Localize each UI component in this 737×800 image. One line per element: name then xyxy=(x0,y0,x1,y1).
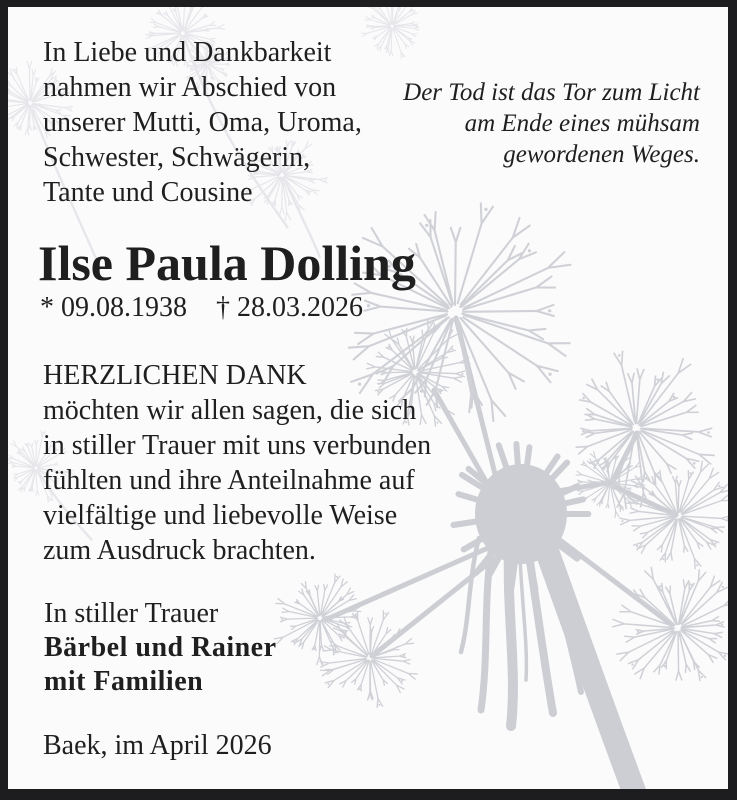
intro-line: In Liebe und Dankbarkeit xyxy=(43,37,332,68)
quote-line: am Ende eines mühsam xyxy=(464,110,700,137)
mourner-families: mit Familien xyxy=(44,666,204,697)
memorial-quote xyxy=(403,77,700,170)
thanks-line: zum Ausdruck brachten. xyxy=(43,535,316,566)
closing-text xyxy=(44,597,277,699)
intro-line: Schwester, Schwägerin, xyxy=(43,142,311,173)
thanks-line: möchten wir allen sagen, die sich xyxy=(43,395,417,426)
thanks-line: in stiller Trauer mit uns verbunden xyxy=(43,430,432,461)
intro-line: unserer Mutti, Oma, Uroma, xyxy=(43,107,362,138)
quote-line: gewordenen Weges. xyxy=(503,141,700,168)
birth-date: * 09.08.1938 xyxy=(40,292,187,323)
life-dates xyxy=(40,292,363,324)
intro-line: Tante und Cousine xyxy=(43,177,253,208)
thanks-line: fühlten und ihre Anteilnahme auf xyxy=(43,465,415,496)
death-date: † 28.03.2026 xyxy=(216,292,363,323)
mourner-names: Bärbel und Rainer xyxy=(44,632,277,663)
quote-line: Der Tod ist das Tor zum Licht xyxy=(403,79,700,106)
thanks-line: vielfältige und liebevolle Weise xyxy=(43,500,398,531)
thanks-heading: HERZLICHEN DANK xyxy=(43,360,307,391)
deceased-name: Ilse Paula Dolling xyxy=(38,235,416,291)
intro-text xyxy=(43,35,362,210)
thanks-text xyxy=(43,358,431,568)
closing-intro: In stiller Trauer xyxy=(44,598,219,629)
place-and-date: Baek, im April 2026 xyxy=(43,730,272,761)
intro-line: nahmen wir Abschied von xyxy=(43,72,337,103)
